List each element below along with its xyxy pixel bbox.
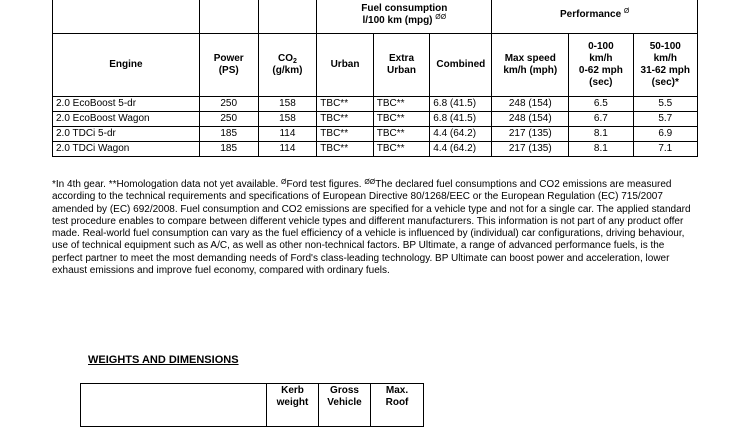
co2-cell: 158: [258, 112, 317, 127]
footnote-mark: Ø: [281, 179, 287, 186]
engine-cell: 2.0 EcoBoost Wagon: [53, 112, 200, 127]
power-cell: 185: [199, 142, 258, 157]
combined-cell: 4.4 (64.2): [430, 127, 492, 142]
max-speed-cell: 248 (154): [492, 112, 569, 127]
power-cell: 185: [199, 127, 258, 142]
power-column-header: Power (PS): [199, 34, 258, 97]
acceleration-50-100-cell: 5.7: [633, 112, 697, 127]
fuel-consumption-group-header: [317, 0, 492, 34]
extra-urban-cell: TBC**: [373, 112, 429, 127]
max-speed-column-header: Max speed km/h (mph): [492, 34, 569, 97]
max-speed-cell: 248 (154): [492, 97, 569, 112]
performance-group-header: [492, 0, 698, 34]
performance-footnote-mark: Ø: [623, 8, 630, 15]
footnote-text-1: *In 4th gear. **Homologation data not yet available.: [52, 179, 282, 190]
blank-cell: [81, 384, 267, 427]
gross-vehicle-column-header: Gross Vehicle: [319, 384, 371, 427]
extra-urban-column-header: Extra Urban: [373, 34, 429, 97]
footnotes-paragraph: [52, 179, 692, 277]
engine-column-header: Engine: [53, 34, 200, 97]
acceleration-0-100-cell: 8.1: [569, 142, 633, 157]
footnote-mark: ØØ: [364, 179, 376, 186]
acceleration-0-100-cell: 6.5: [569, 97, 633, 112]
specifications-table: [52, 0, 698, 157]
acceleration-0-100-column-header: 0-100 km/h 0-62 mph (sec): [569, 34, 633, 97]
column-header-row: [53, 34, 698, 97]
combined-cell: 4.4 (64.2): [430, 142, 492, 157]
urban-cell: TBC**: [317, 97, 373, 112]
weights-dimensions-table: [80, 383, 424, 427]
combined-column-header: Combined: [430, 34, 492, 97]
co2-cell: 114: [258, 142, 317, 157]
combined-cell: 6.8 (41.5): [430, 97, 492, 112]
group-header-row: [53, 0, 698, 34]
urban-cell: TBC**: [317, 127, 373, 142]
acceleration-0-100-cell: 8.1: [569, 127, 633, 142]
extra-urban-cell: TBC**: [373, 142, 429, 157]
extra-urban-cell: TBC**: [373, 97, 429, 112]
acceleration-50-100-cell: 6.9: [633, 127, 697, 142]
urban-cell: TBC**: [317, 112, 373, 127]
acceleration-50-100-column-header: 50-100 km/h 31-62 mph (sec)*: [633, 34, 697, 97]
max-speed-cell: 217 (135): [492, 142, 569, 157]
weights-dimensions-heading: WEIGHTS AND DIMENSIONS: [88, 354, 239, 366]
combined-cell: 6.8 (41.5): [430, 112, 492, 127]
fuel-footnote-mark: ØØ: [435, 14, 447, 21]
max-speed-cell: 217 (135): [492, 127, 569, 142]
table-row: [53, 112, 698, 127]
blank-cell: [53, 0, 200, 34]
power-cell: 250: [199, 97, 258, 112]
weights-header-row: [81, 384, 424, 427]
fuel-consumption-unit: l/100 km (mpg): [362, 15, 433, 26]
acceleration-50-100-cell: 7.1: [633, 142, 697, 157]
performance-label: Performance: [560, 9, 622, 20]
kerb-weight-column-header: Kerb weight: [267, 384, 319, 427]
co2-column-header: $CO_2$ (g/km): [258, 34, 317, 97]
engine-cell: 2.0 TDCi 5-dr: [53, 127, 200, 142]
extra-urban-cell: TBC**: [373, 127, 429, 142]
fuel-consumption-label: Fuel consumption: [361, 3, 448, 14]
urban-cell: TBC**: [317, 142, 373, 157]
acceleration-50-100-cell: 5.5: [633, 97, 697, 112]
engine-cell: 2.0 TDCi Wagon: [53, 142, 200, 157]
co2-cell: 114: [258, 127, 317, 142]
table-row: [53, 142, 698, 157]
table-row: [53, 97, 698, 112]
urban-column-header: Urban: [317, 34, 373, 97]
blank-cell: [199, 0, 258, 34]
engine-cell: 2.0 EcoBoost 5-dr: [53, 97, 200, 112]
footnote-text-2: Ford test figures.: [286, 179, 365, 190]
blank-cell: [258, 0, 317, 34]
co2-cell: 158: [258, 97, 317, 112]
footnote-text-3: The declared fuel consumptions and CO2 emissions are measured according to the technical requirements and specifications of European Directive 80/1268/EEC or the European Regulation (EC) 715/2007 amended by (EC) 692/2008. Fuel consumption and CO2 emissions are specified for a vehicle type and not for a single car. The applied standard test procedure enables to compare between different vehicle types and different manufacturers. This information is not part of any product offer made. Real-world fuel consumption can vary as the fuel efficiency of a vehicle is influenced by (individual) car configurations, driving behaviour, use of technical equipment such as A/C, as well as other non-technical factors. BP Ultimate, a range of advanced performance fuels, is the perfect partner to meet the most demanding needs of Ford's class-leading technology. BP Ultimate can boost power and acceleration, lower exhaust emissions and improve fuel economy, compared with ordinary fuels.: [52, 179, 691, 277]
max-roof-column-header: Max. Roof: [371, 384, 424, 427]
power-cell: 250: [199, 112, 258, 127]
acceleration-0-100-cell: 6.7: [569, 112, 633, 127]
table-row: [53, 127, 698, 142]
